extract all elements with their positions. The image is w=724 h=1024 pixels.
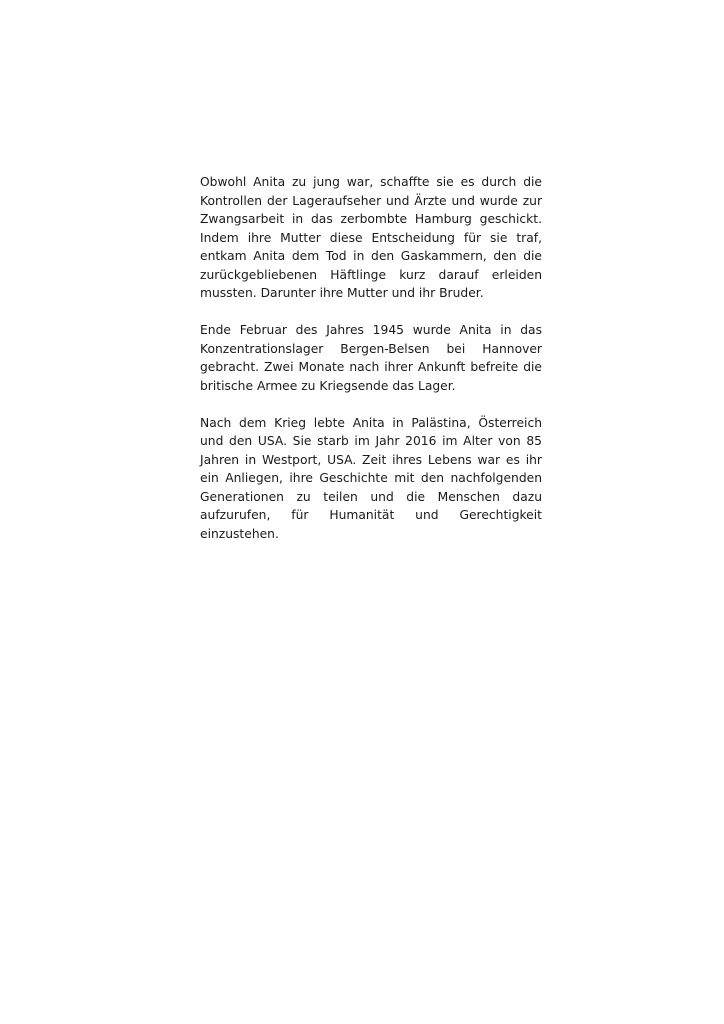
paragraph-1: Obwohl Anita zu jung war, schaffte sie es durch die Kontrollen der Lageraufseher und Ärzte und wurde zur Zwangsarbeit in das zerbombte Hamburg geschickt. Indem ihre Mutter diese Entscheidung für sie traf, entkam Anita dem Tod in den Gaskammern, den die zurückgebliebenen Häftlinge kurz darauf erleiden mussten. Darunter ihre Mutter und ihr Bruder. [200,175,542,300]
paragraph-2: Ende Februar des Jahres 1945 wurde Anita in das Konzentrationslager Bergen-Belsen bei Hannover gebracht. Zwei Monate nach ihrer Ankunft befreite die britische Armee zu Kriegsende das Lager. [200,323,542,393]
paragraph-3: Nach dem Krieg lebte Anita in Palästina, Österreich und den USA. Sie starb im Jahr 2016 im Alter von 85 Jahren in Westport, USA. Zeit ihres Lebens war es ihr ein Anliegen, ihre Geschichte mit den nachfolgenden Generationen zu teilen und die Menschen dazu aufzurufen, für Humanität und Gerechtigkeit einzustehen. [200,415,542,541]
body-text [200,173,542,562]
